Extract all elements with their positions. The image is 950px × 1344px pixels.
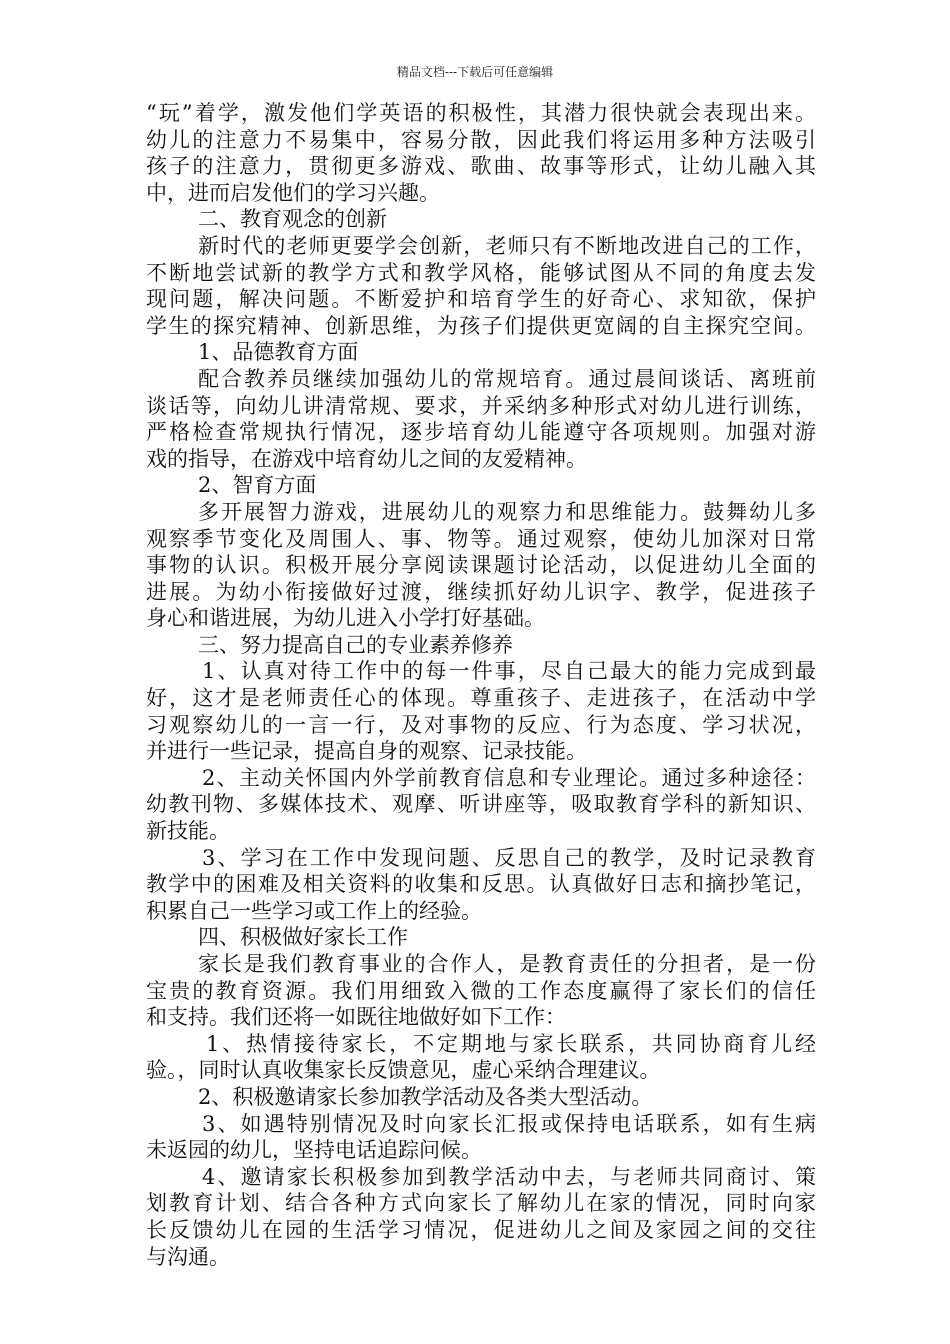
text-line: 家长是我们教育事业的合作人，是教育责任的分担者，是一份 <box>198 952 816 976</box>
text-line: 长反馈幼儿在园的生活学习情况，促进幼儿之间及家园之间的交往 <box>146 1217 816 1242</box>
text-line: 划教育计划、结合各种方式向家长了解幼儿在家的情况，同时向家 <box>146 1191 816 1216</box>
text-line: 1、品德教育方面 <box>198 340 359 365</box>
text-line: 未返园的幼儿，坚持电话追踪问候。 <box>146 1138 482 1163</box>
text-line: 2、主动关怀国内外学前教育信息和专业理论。通过多种途径： <box>202 765 816 790</box>
text-line: 新技能。 <box>146 819 230 844</box>
text-line: 严格检查常规执行情况，逐步培育幼儿能遵守各项规则。加强对游 <box>146 420 816 445</box>
text-line: 三、努力提高自己的专业素养修养 <box>198 632 513 657</box>
text-line: 1、认真对待工作中的每一件事，尽自己最大的能力完成到最 <box>202 659 816 684</box>
text-line: 中，进而启发他们的学习兴趣。 <box>146 180 440 205</box>
text-line: 现问题，解决问题。不断爱护和培育学生的好奇心、求知欲，保护 <box>146 287 816 312</box>
text-line: 4、邀请家长积极参加到教学活动中去，与老师共同商讨、策 <box>202 1164 816 1189</box>
text-line: 幼儿的注意力不易集中，容易分散，因此我们将运用多种方法吸引 <box>146 127 816 152</box>
text-line: 宝贵的教育资源。我们用细致入微的工作态度赢得了家长们的信任 <box>146 978 816 1003</box>
text-line: 戏的指导，在游戏中培育幼儿之间的友爱精神。 <box>146 446 587 471</box>
document-body <box>146 100 816 1270</box>
text-line: 2、智育方面 <box>198 473 317 498</box>
text-line: 二、教育观念的创新 <box>198 207 387 232</box>
text-line: 进展。为幼小衔接做好过渡，继续抓好幼儿识字、教学，促进孩子 <box>146 579 816 604</box>
text-line: 孩子的注意力，贯彻更多游戏、歌曲、故事等形式，让幼儿融入其 <box>146 154 816 179</box>
text-line: 教学中的困难及相关资料的收集和反思。认真做好日志和摘抄笔记， <box>146 872 816 897</box>
page-header: 精品文档---下载后可任意编辑 <box>396 65 554 79</box>
text-line: 事物的认识。积极开展分享阅读课题讨论活动，以促进幼儿全面的 <box>146 553 816 578</box>
text-line: 新时代的老师更要学会创新，老师只有不断地改进自己的工作， <box>198 233 816 258</box>
text-line: 四、积极做好家长工作 <box>198 925 408 950</box>
text-line: 并进行一些记录，提高自身的观察、记录技能。 <box>146 739 587 764</box>
text-line: 学生的探究精神、创新思维，为孩子们提供更宽阔的自主探究空间。 <box>146 313 816 338</box>
text-line: 1、热情接待家长，不定期地与家长联系，共同协商育儿经 <box>206 1031 816 1056</box>
text-line: 多开展智力游戏，进展幼儿的观察力和思维能力。鼓舞幼儿多 <box>198 499 816 524</box>
text-line: 习观察幼儿的一言一行，及对事物的反应、行为态度、学习状况， <box>146 712 816 737</box>
text-line: 3、如遇特别情况及时向家长汇报或保持电话联系，如有生病 <box>202 1111 816 1136</box>
text-line: 谈话等，向幼儿讲清常规、要求，并采纳多种形式对幼儿进行训练， <box>146 393 816 418</box>
text-line: 不断地尝试新的教学方式和教学风格，能够试图从不同的角度去发 <box>146 260 816 285</box>
text-line: 和支持。我们还将一如既往地做好如下工作： <box>146 1005 566 1030</box>
text-line: 观察季节变化及周围人、事、物等。通过观察，使幼儿加深对日常 <box>146 526 816 551</box>
text-line: 3、学习在工作中发现问题、反思自己的教学，及时记录教育 <box>202 845 816 870</box>
text-line: 与沟通。 <box>146 1244 230 1269</box>
text-line: 好，这才是老师责任心的体现。尊重孩子、走进孩子，在活动中学 <box>146 686 816 711</box>
text-line: 积累自己一些学习或工作上的经验。 <box>146 898 482 923</box>
text-line: “玩”着学，激发他们学英语的积极性，其潜力很快就会表现出来。 <box>146 101 816 125</box>
text-line: 验。，同时认真收集家长反馈意见，虚心采纳合理建议。 <box>146 1058 661 1083</box>
text-line: 2、积极邀请家长参加教学活动及各类大型活动。 <box>198 1084 653 1109</box>
text-line: 配合教养员继续加强幼儿的常规培育。通过晨间谈话、离班前 <box>198 366 816 391</box>
text-line: 幼教刊物、多媒体技术、观摩、听讲座等，吸取教育学科的新知识、 <box>146 792 816 817</box>
text-line: 身心和谐进展，为幼儿进入小学打好基础。 <box>146 606 545 631</box>
